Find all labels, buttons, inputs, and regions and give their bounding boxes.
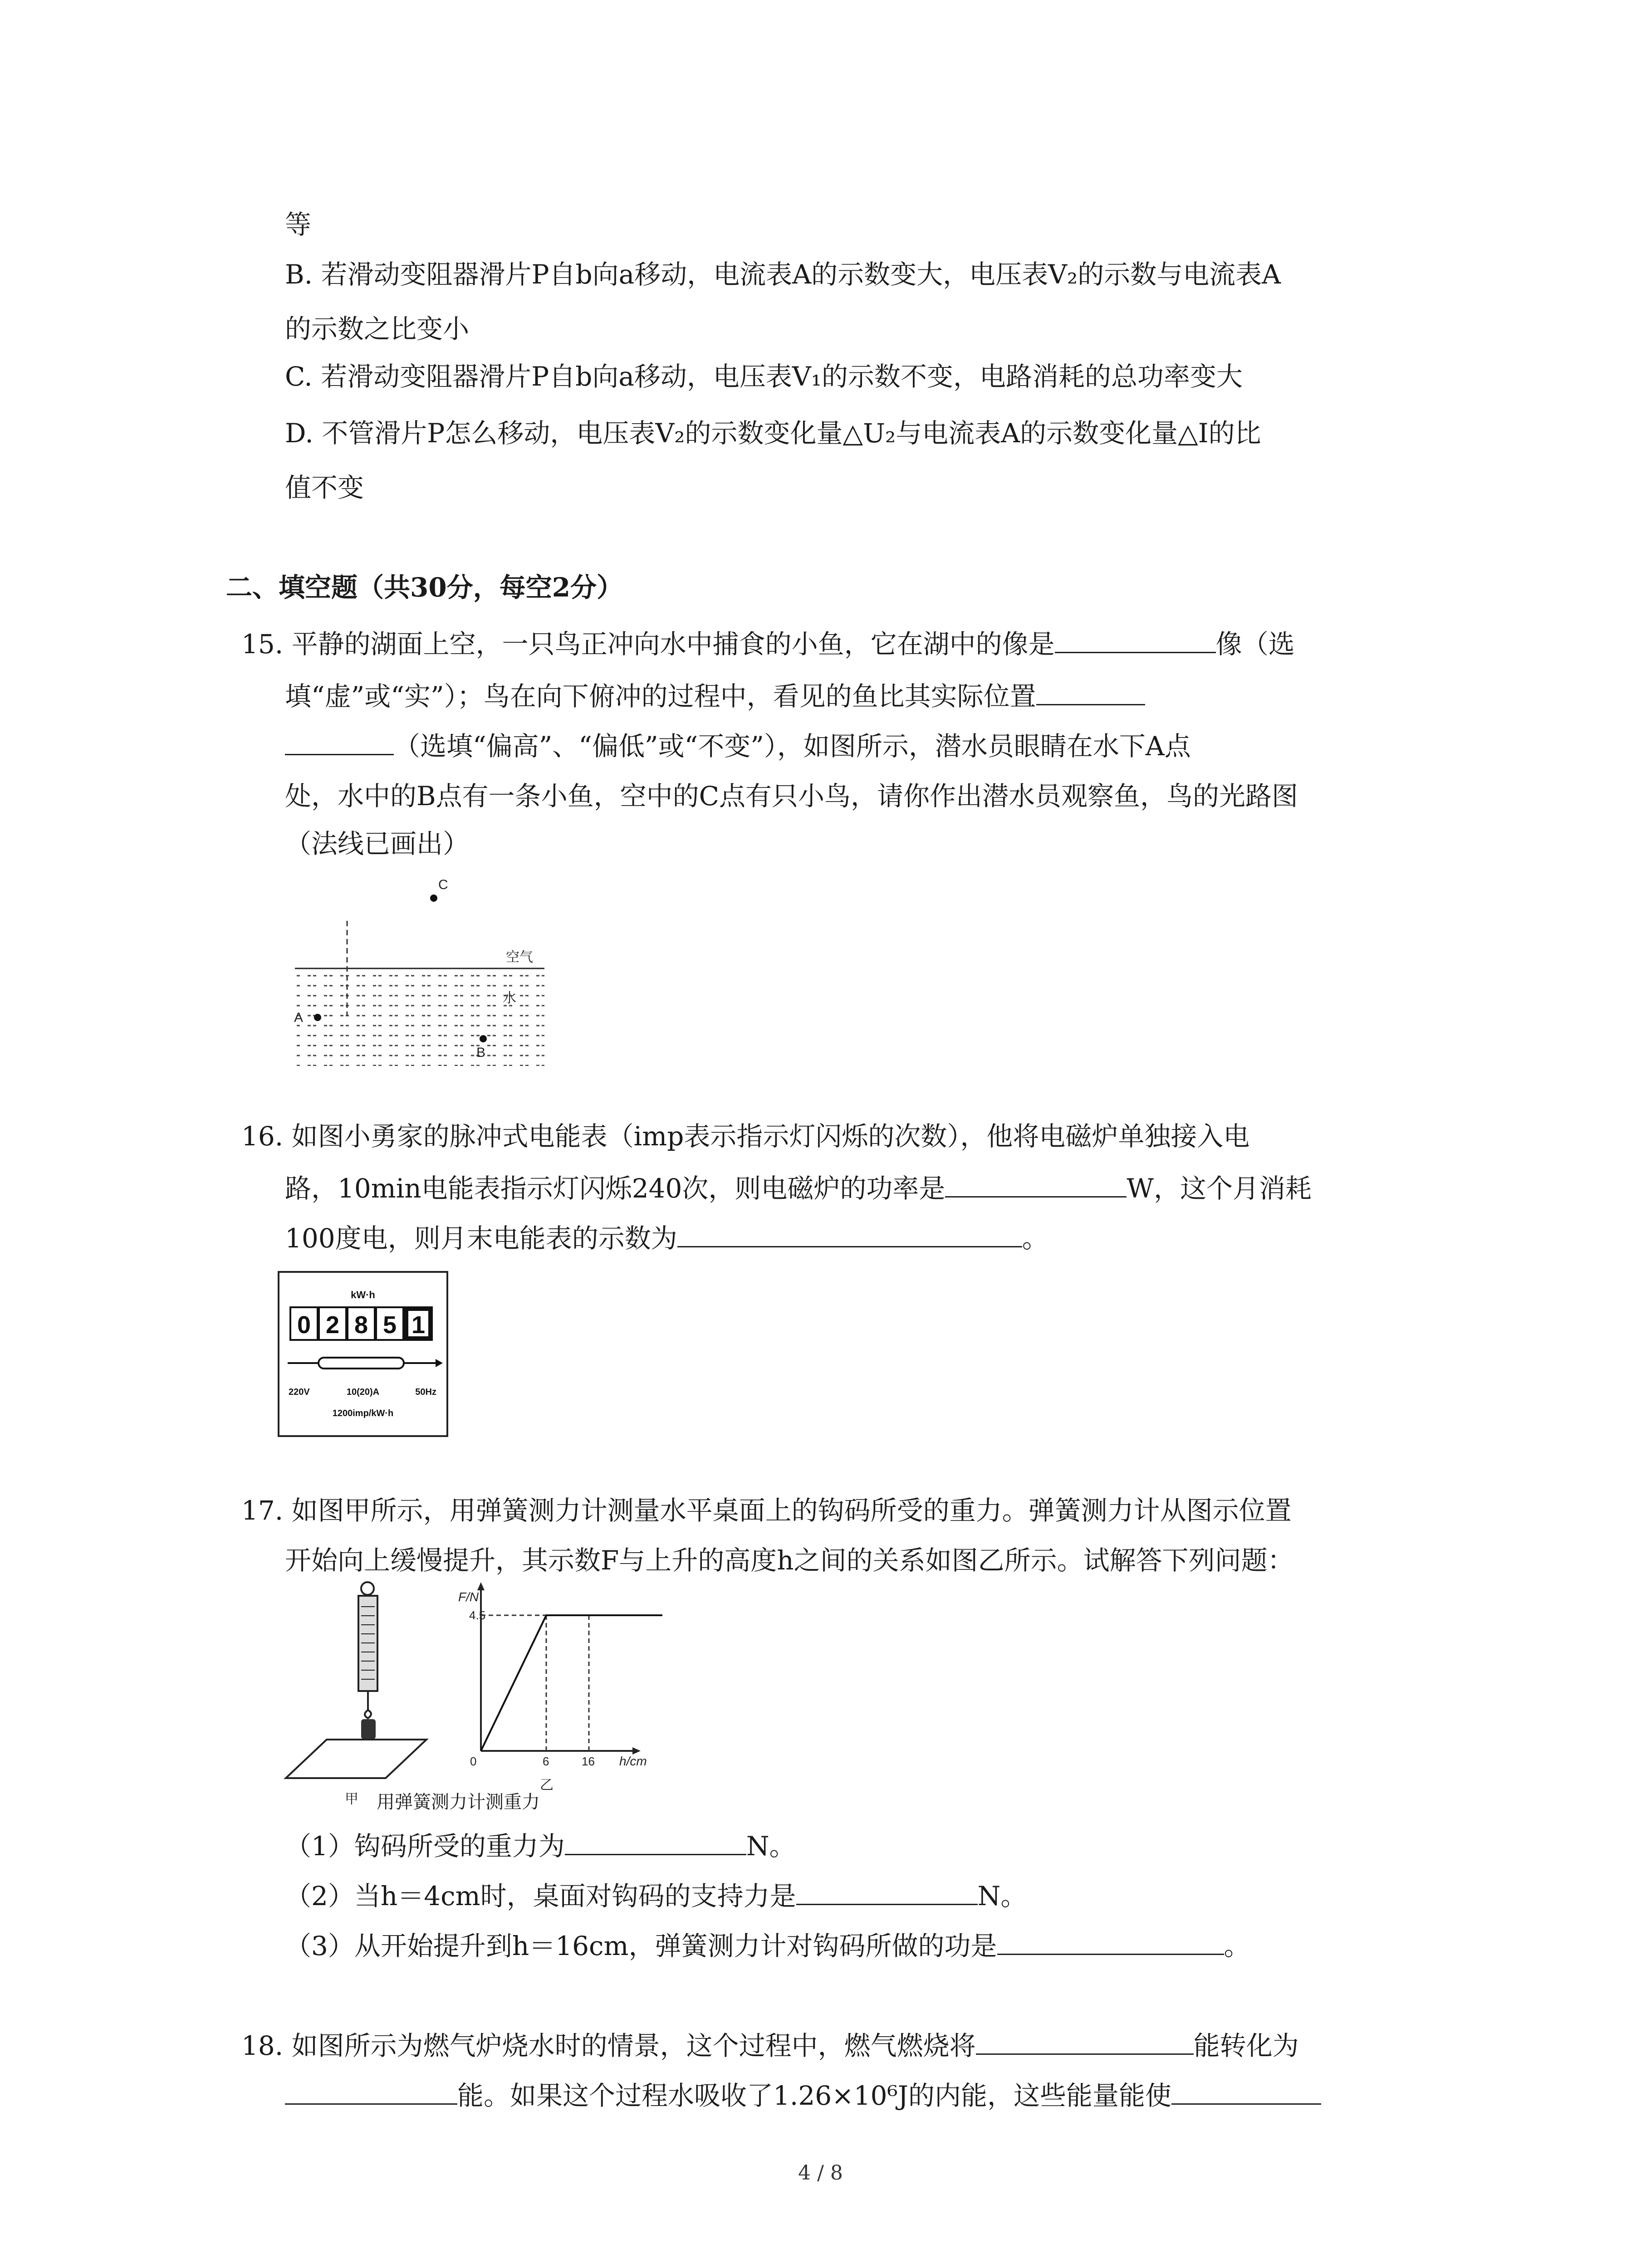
- q16-text-2b: W，这个月消耗: [1127, 1173, 1312, 1204]
- q18-blank-2[interactable]: [285, 2078, 457, 2105]
- q15-line2: [285, 678, 1145, 714]
- option-d-line2: 值不变: [285, 472, 364, 503]
- x-axis-label: h/cm: [619, 1754, 647, 1768]
- q17-text-2a: （2）当h＝4cm时，桌面对钩码的支持力是: [285, 1881, 796, 1911]
- q16-line2: [285, 1170, 1312, 1207]
- label-b: B: [476, 1045, 486, 1060]
- y-axis-label: F/N: [458, 1590, 479, 1604]
- series-line: [481, 1615, 662, 1751]
- page-number: 4 / 8: [798, 2161, 843, 2185]
- x-tick-label-2: 16: [582, 1755, 595, 1768]
- spring-scale-figure: [277, 1579, 431, 1805]
- q16-text-3a: 100度电，则月末电能表的示数为: [285, 1223, 677, 1254]
- label-c: C: [438, 877, 448, 892]
- option-b-line1: B. 若滑动变阻器滑片P自b向a移动，电流表A的示数变大，电压表V₂的示数与电流表A: [285, 259, 1281, 290]
- option-d-line1: D. 不管滑片P怎么移动，电压表V₂的示数变化量△U₂与电流表A的示数变化量△I的比: [285, 418, 1261, 449]
- meter-current: 10(20)A: [346, 1387, 380, 1397]
- q18-text-1a: 18. 如图所示为燃气炉烧水时的情景，这个过程中，燃气燃烧将: [241, 2030, 976, 2061]
- q16-blank-1[interactable]: [945, 1171, 1127, 1198]
- force-height-graph: [449, 1579, 662, 1810]
- q18-blank-1[interactable]: [976, 2028, 1194, 2055]
- q16-line3: [285, 1220, 1048, 1256]
- q15-line1: [241, 626, 1295, 662]
- water-region: [295, 968, 544, 1066]
- meter-digit-1: 0: [297, 1311, 311, 1339]
- q17-text-1b: N。: [746, 1831, 796, 1862]
- q16-line1: 16. 如图小勇家的脉冲式电能表（imp表示指示灯闪烁的次数），他将电磁炉单独接入电: [241, 1121, 1250, 1152]
- figure-caption: 用弹簧测力计测重力: [377, 1792, 540, 1812]
- meter-unit: kW·h: [351, 1289, 375, 1300]
- q16-text-3b: 。: [1022, 1223, 1048, 1254]
- section-title: 二、填空题（共30分，每空2分）: [226, 572, 623, 603]
- q17-part2: [285, 1878, 1027, 1914]
- q15-line3: [285, 728, 1191, 764]
- q17-text-2b: N。: [977, 1881, 1027, 1911]
- meter-voltage: 220V: [289, 1387, 310, 1397]
- q17-part3: [285, 1928, 1250, 1964]
- q16-blank-2[interactable]: [677, 1221, 1022, 1247]
- meter-frequency: 50Hz: [415, 1387, 436, 1397]
- q17-part1: [285, 1828, 796, 1864]
- q15-figure: [290, 871, 549, 1070]
- q17-text-1a: （1）钩码所受的重力为: [285, 1831, 565, 1862]
- point-c: [430, 894, 437, 902]
- meter-digit-2: 2: [325, 1311, 340, 1339]
- label-air: 空气: [506, 950, 533, 965]
- q15-text-1a: 15. 平静的湖面上空，一只鸟正冲向水中捕食的小鱼，它在湖中的像是: [241, 629, 1055, 660]
- origin-label: 0: [470, 1755, 477, 1768]
- q17-blank-1[interactable]: [565, 1828, 746, 1855]
- label-water: 水: [503, 991, 516, 1006]
- q15-text-2: 填“虚”或“实”）；鸟在向下俯冲的过程中，看见的鱼比其实际位置: [285, 681, 1036, 712]
- energy-meter: [277, 1270, 449, 1438]
- y-tick-label: 4.5: [469, 1608, 486, 1622]
- q18-text-1b: 能转化为: [1193, 2030, 1299, 2061]
- option-c: C. 若滑动变阻器滑片P自b向a移动，电压表V₁的示数不变，电路消耗的总功率变大: [285, 361, 1243, 392]
- x-tick-label-1: 6: [543, 1755, 549, 1768]
- q17-blank-2[interactable]: [796, 1878, 978, 1905]
- point-a: [314, 1014, 321, 1021]
- q15-blank-1[interactable]: [1055, 626, 1216, 653]
- option-b-line2: 的示数之比变小: [285, 313, 470, 344]
- point-b: [480, 1035, 487, 1042]
- meter-digit-3: 8: [354, 1311, 368, 1339]
- q15-line4: 处，水中的B点有一条小鱼，空中的C点有只小鸟，请你作出潜水员观察鱼，鸟的光路图: [285, 781, 1298, 811]
- q18-line2: [285, 2077, 1321, 2114]
- label-jia: 甲: [345, 1792, 358, 1805]
- q15-text-3: （选填“偏高”、“偏低”或“不变”），如图所示，潜水员眼睛在水下A点: [394, 731, 1191, 762]
- q17-line1: 17. 如图甲所示，用弹簧测力计测量水平桌面上的钩码所受的重力。弹簧测力计从图示位置: [241, 1495, 1292, 1526]
- q17-line2: 开始向上缓慢提升，其示数F与上升的高度h之间的关系如图乙所示。试解答下列问题：: [285, 1545, 1294, 1576]
- meter-digit-5: 1: [411, 1311, 426, 1339]
- q15-blank-2a[interactable]: [1036, 679, 1145, 705]
- label-yi: 乙: [540, 1778, 554, 1793]
- meter-digits: [290, 1307, 432, 1340]
- q15-line5: （法线已画出）: [285, 828, 470, 859]
- q17-blank-3[interactable]: [997, 1928, 1224, 1955]
- q17-text-3a: （3）从开始提升到h＝16cm，弹簧测力计对钩码所做的功是: [285, 1931, 997, 1961]
- q18-blank-3[interactable]: [1171, 2078, 1321, 2105]
- label-a: A: [294, 1010, 304, 1025]
- q18-text-2a: 能。如果这个过程水吸收了1.26×10⁶J的内能，这些能量能使: [457, 2080, 1172, 2111]
- meter-constant: 1200imp/kW·h: [332, 1408, 394, 1418]
- q18-line1: [241, 2028, 1299, 2064]
- meter-digit-4: 5: [382, 1311, 397, 1339]
- prev-tail: 等: [285, 209, 312, 240]
- q15-blank-2b[interactable]: [285, 728, 394, 755]
- q17-text-3b: 。: [1224, 1931, 1250, 1961]
- q16-text-2a: 路，10min电能表指示灯闪烁240次，则电磁炉的功率是: [285, 1173, 945, 1204]
- q15-text-1b: 像（选: [1215, 629, 1295, 660]
